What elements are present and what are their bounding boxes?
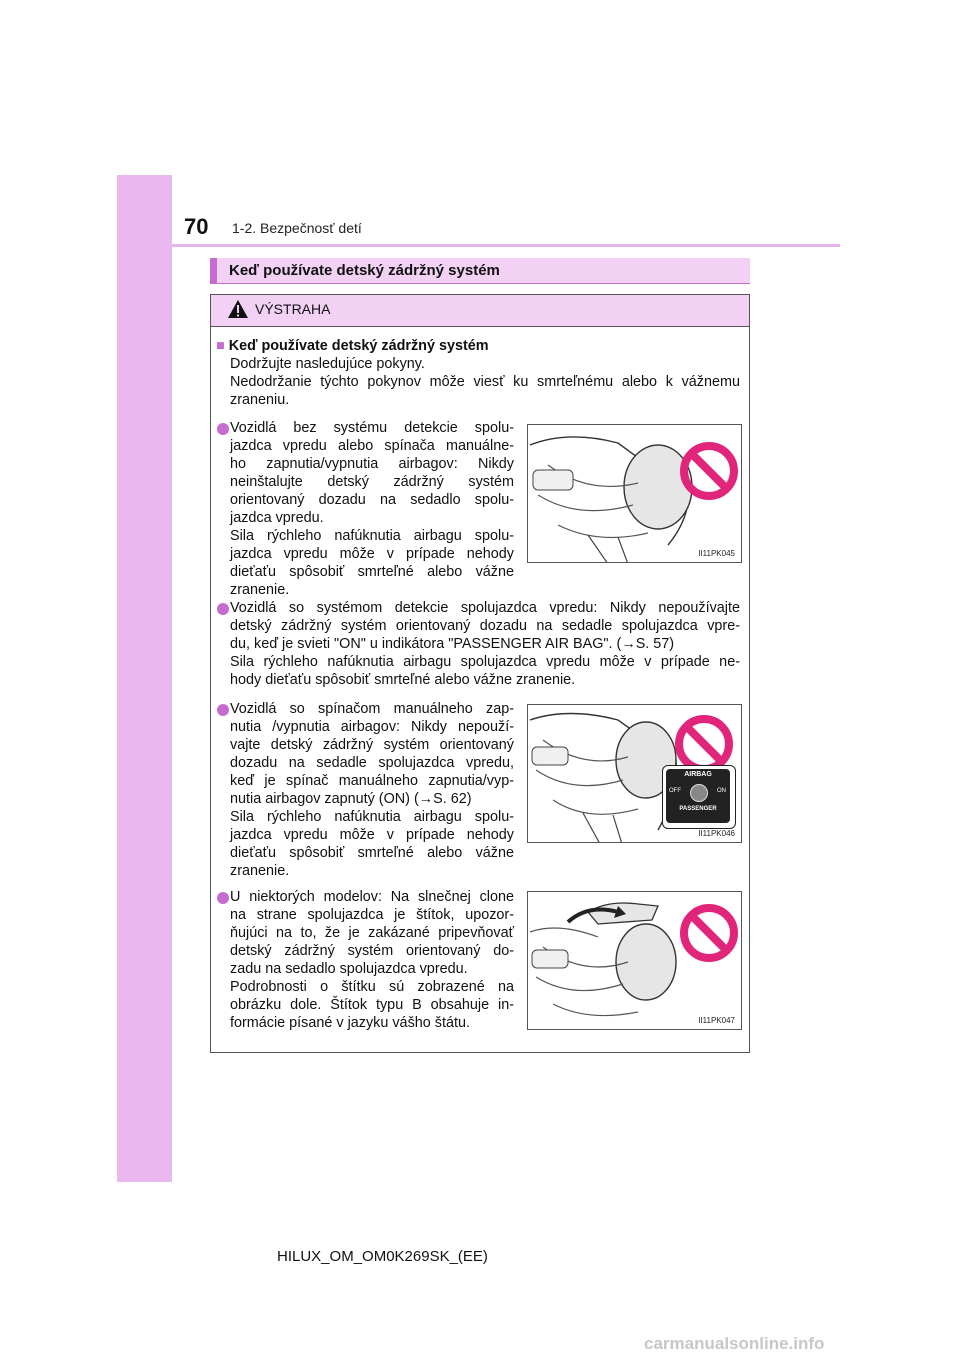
prohibition-icon (678, 902, 740, 964)
airbag-switch-panel (662, 765, 736, 829)
prohibition-icon (678, 440, 740, 502)
bullet-dot (217, 423, 229, 435)
illustration-code: II11PK046 (698, 829, 735, 838)
bullet-dot (217, 704, 229, 716)
bullet-3-line: nutia /vypnutia airbagov: Nikdy nepouží- (230, 719, 514, 735)
side-tab-band (117, 175, 172, 1182)
switch-on-label: ON (717, 788, 726, 794)
bullet-dot (217, 603, 229, 615)
warning-subheading (216, 338, 489, 356)
bullet-3-line: zranenie. (230, 863, 290, 879)
intro-line-1: Dodržujte nasledujúce pokyny. (230, 356, 425, 372)
bullet-1-line: neinštalujte detský zádržný systém (230, 474, 514, 490)
bullet-3-line: nutia airbagov zapnutý (ON) (→S. 62) (230, 791, 472, 807)
illustration-airbag-2 (527, 704, 742, 843)
document-footer: HILUX_OM_OM0K269SK_(EE) (277, 1248, 488, 1265)
bullet-4-line: zadu na sedadlo spolujazdca vpredu. (230, 961, 468, 977)
bullet-3-line: Sila rýchleho nafúknutia airbagu spolu- (230, 809, 514, 825)
bullet-2-line: Sila rýchleho nafúknutia airbagu spolujazdca vpredu môže v prípade ne- (230, 654, 740, 670)
bullet-4-line: formácie písané v jazyku vášho štátu. (230, 1015, 470, 1031)
bullet-dot (217, 892, 229, 904)
bullet-3-line: Vozidlá so spínačom manuálneho zap- (230, 701, 514, 717)
warning-box (210, 294, 750, 1053)
bullet-2-line: hody dieťaťu spôsobiť smrteľné alebo vážne zranenie. (230, 672, 576, 688)
warning-triangle-icon (227, 299, 249, 319)
bullet-1-line: Vozidlá bez systému detekcie spolu- (230, 420, 514, 436)
switch-passenger-label: PASSENGER (679, 806, 717, 812)
bullet-3-line: jazdca vpredu môže v prípade nehody (230, 827, 514, 843)
bullet-3-line: dozadu na sedadle spolujazdca vpredu, (230, 755, 514, 771)
illustration-code: II11PK045 (698, 549, 735, 558)
intro-line-2: Nedodržanie týchto pokynov môže viesť ku smrteľnému alebo k vážnemu (230, 374, 740, 390)
switch-title: AIRBAG (684, 771, 712, 778)
bullet-1-line: Sila rýchleho nafúknutia airbagu spolu- (230, 528, 514, 544)
bullet-3-line: keď je spínač manuálneho zapnutia/vyp- (230, 773, 514, 789)
warning-subheading-text: Keď používate detský zádržný systém (228, 338, 489, 354)
page-number: 70 (184, 214, 209, 239)
bullet-2-line: Vozidlá so systémom detekcie spolujazdca vpredu: Nikdy nepoužívajte (230, 600, 740, 616)
intro-line-3: zraneniu. (230, 392, 290, 408)
bullet-1-line: dieťaťu spôsobiť smrteľné alebo vážne (230, 564, 514, 580)
switch-off-label: OFF (669, 788, 681, 794)
bullet-4-line: U niektorých modelov: Na slnečnej clone (230, 889, 514, 905)
bullet-2-line: detský zádržný systém orientovaný dozadu na sedadle spolujazdca vpre- (230, 618, 740, 634)
chapter-title: 1-2. Bezpečnosť detí (232, 220, 362, 236)
bullet-1-line: jazdca vpredu. (230, 510, 324, 526)
bullet-4-line: detský zádržný systém orientovaný do- (230, 943, 514, 959)
bullet-1-line: jazdca vpredu alebo spínača manuálne- (230, 438, 514, 454)
bullet-2-line: du, keď je svieti "ON" u indikátora "PASSENGER AIR BAG". (→S. 57) (230, 636, 675, 652)
bullet-1-line: ho zapnutia/vypnutia airbagov: Nikdy (230, 456, 514, 472)
bullet-4-line: Podrobnosti o štítku sú zobrazené na (230, 979, 514, 995)
switch-key-slot (690, 784, 708, 802)
bullet-4-line: obrázku dole. Štítok typu B obsahuje in- (230, 997, 514, 1013)
illustration-sun-visor (527, 891, 742, 1030)
section-heading-text: Keď používate detský zádržný systém (229, 262, 500, 279)
bullet-4-line: na strane spolujazdca je štítok, upozor- (230, 907, 514, 923)
bullet-4-line: ňujúci na to, že je zakázané pripevňovať (230, 925, 514, 941)
square-bullet-icon: ■ (216, 338, 225, 354)
section-heading (210, 258, 750, 284)
illustration-airbag-1 (527, 424, 742, 563)
bullet-3-line: dieťaťu spôsobiť smrteľné alebo vážne (230, 845, 514, 861)
warning-header (211, 295, 749, 327)
bullet-1-line: zranenie. (230, 582, 290, 598)
bullet-1-line: jazdca vpredu môže v prípade nehody (230, 546, 514, 562)
watermark: carmanualsonline.info (644, 1334, 825, 1353)
header-rule (172, 244, 840, 247)
warning-label: VÝSTRAHA (255, 301, 331, 317)
bullet-3-line: vajte detský zádržný systém orientovaný (230, 737, 514, 753)
illustration-code: II11PK047 (698, 1016, 735, 1025)
bullet-1-line: orientovaný dozadu na sedadlo spolu- (230, 492, 514, 508)
